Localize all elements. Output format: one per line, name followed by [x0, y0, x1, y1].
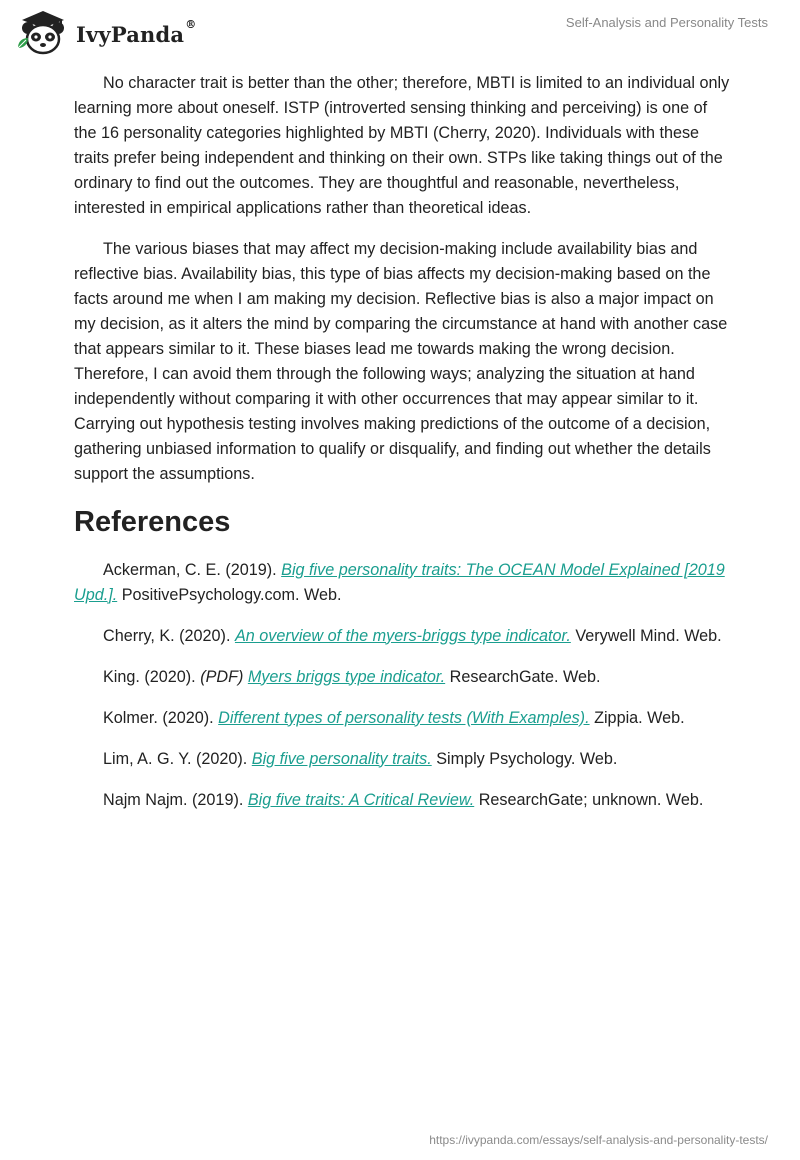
document-title: Self-Analysis and Personality Tests: [565, 15, 768, 30]
reference-source: Zippia. Web.: [589, 708, 685, 727]
registered-mark: ®: [185, 17, 197, 31]
reference-author: King. (2020).: [103, 667, 201, 686]
ivypanda-logo[interactable]: [14, 8, 196, 56]
reference-item: [74, 558, 730, 608]
reference-link[interactable]: Big five personality traits: The OCEAN Model Explained [2019 Upd.].: [74, 560, 725, 604]
reference-author: Ackerman, C. E. (2019).: [103, 560, 282, 579]
reference-author: Cherry, K. (2020).: [103, 626, 235, 645]
reference-item: [74, 665, 730, 690]
reference-source: ResearchGate. Web.: [445, 667, 601, 686]
reference-link[interactable]: Myers briggs type indicator.: [247, 667, 446, 686]
reference-link[interactable]: Big five traits: A Critical Review.: [247, 790, 475, 809]
reference-source: Simply Psychology. Web.: [431, 749, 618, 768]
reference-pdf-label: (PDF): [200, 667, 244, 686]
page-header: [0, 0, 800, 60]
references-heading: References: [74, 505, 231, 538]
panda-graduate-icon: [14, 8, 72, 56]
reference-link[interactable]: Different types of personality tests (With Examples).: [218, 708, 590, 727]
reference-item: [74, 788, 730, 813]
reference-source: ResearchGate; unknown. Web.: [474, 790, 704, 809]
reference-source: Verywell Mind. Web.: [570, 626, 722, 645]
reference-item: [74, 706, 730, 731]
reference-author: Lim, A. G. Y. (2020).: [103, 749, 252, 768]
reference-author: Najm Najm. (2019).: [103, 790, 248, 809]
reference-link[interactable]: An overview of the myers-briggs type indicator.: [234, 626, 571, 645]
brand-name: IvyPanda®: [76, 17, 197, 47]
reference-item: [74, 747, 730, 772]
reference-item: [74, 624, 730, 649]
essay-content: [74, 71, 730, 829]
reference-link[interactable]: Big five personality traits.: [251, 749, 432, 768]
body-paragraph: No character trait is better than the other; therefore, MBTI is limited to an individual only learning more about oneself. ISTP (introverted sensing thinking and perceiving) is one of the 16 personality categories highlighted by MBTI (Cherry, 2020). Individuals with these traits prefer being independent and thinking on their own. STPs like taking things out of the ordinary to find out the outcomes. They are thoughtful and reasonable, nevertheless, interested in empirical applications rather than theoretical ideas.: [74, 74, 730, 217]
reference-source: PositivePsychology.com. Web.: [117, 585, 342, 604]
body-paragraph: The various biases that may affect my decision-making include availability bias and reflective bias. Availability bias, this type of bias affects my decision-making based on the facts around me when I am making my decision. Reflective bias is also a major impact on my decision, as it alters the mind by comparing the circumstance at hand with another case that appears similar to it. These biases lead me towards making the wrong decision. Therefore, I can avoid them through the following ways; analyzing the situation at hand independently without comparing it with other occurrences that may appear similar to it. Carrying out hypothesis testing involves making predictions of the outcome of a decision, gathering unbiased information to qualify or disqualify, and finding out whether the details support the assumptions.: [74, 240, 728, 483]
footer-url[interactable]: https://ivypanda.com/essays/self-analysis-and-personality-tests/: [429, 1133, 768, 1147]
reference-author: Kolmer. (2020).: [103, 708, 219, 727]
